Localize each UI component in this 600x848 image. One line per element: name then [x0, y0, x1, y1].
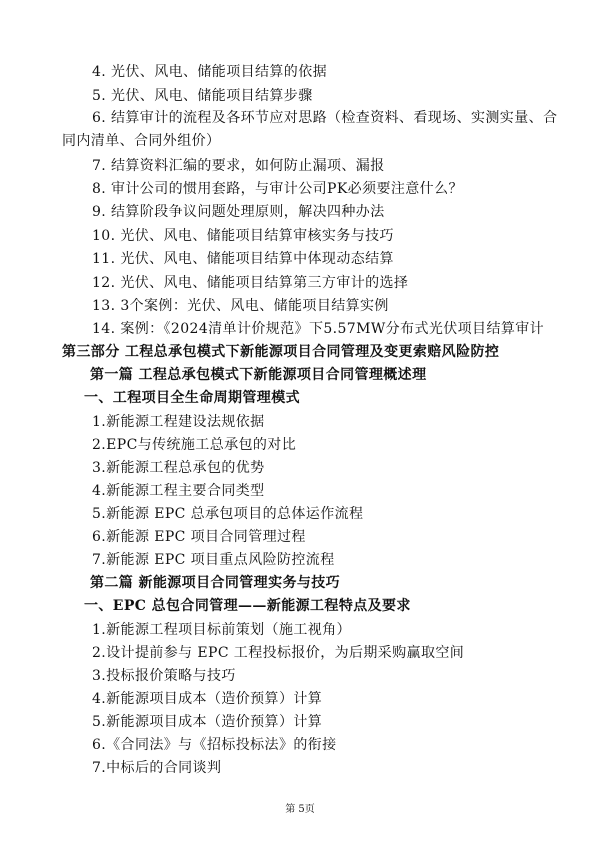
list-item: 4.新能源工程主要合同类型 [92, 483, 265, 499]
list-item: 5. 光伏、风电、储能项目结算步骤 [92, 88, 313, 104]
list-item: 9. 结算阶段争议问题处理原则，解决四种办法 [92, 204, 385, 220]
list-item: 1.新能源工程项目标前策划（施工视角） [92, 622, 351, 638]
list-item: 10. 光伏、风电、储能项目结算审核实务与技巧 [92, 228, 394, 244]
list-item: 1.新能源工程建设法规依据 [92, 414, 265, 430]
page-number: 第 5页 [285, 804, 315, 815]
list-item: 13. 3个案例：光伏、风电、储能项目结算实例 [92, 298, 389, 314]
list-item: 7.新能源 EPC 项目重点风险防控流程 [92, 552, 335, 568]
list-item: 4. 光伏、风电、储能项目结算的依据 [92, 64, 328, 80]
list-item: 4.新能源项目成本（造价预算）计算 [92, 691, 323, 707]
list-item: 2.设计提前参与 EPC 工程投标报价，为后期采购赢取空间 [92, 645, 465, 661]
list-item: 12. 光伏、风电、储能项目结算第三方审计的选择 [92, 275, 409, 291]
chapter-heading: 第二篇 新能源项目合同管理实务与技巧 [90, 575, 341, 591]
list-item: 6.《合同法》与《招标投标法》的衔接 [92, 737, 337, 753]
list-item: 5.新能源 EPC 总承包项目的总体运作流程 [92, 506, 364, 522]
list-item: 7.中标后的合同谈判 [92, 760, 222, 776]
list-item: 3.投标报价策略与技巧 [92, 668, 236, 684]
list-item: 11. 光伏、风电、储能项目结算中体现动态结算 [92, 251, 394, 267]
list-item: 6. 结算审计的流程及各环节应对思路（检查资料、看现场、实测实量、合同内清单、合同外组价） [62, 110, 558, 149]
list-item: 5.新能源项目成本（造价预算）计算 [92, 714, 323, 730]
chapter-heading: 第一篇 工程总承包模式下新能源项目合同管理概述理 [90, 367, 427, 383]
part-heading: 第三部分 工程总承包模式下新能源项目合同管理及变更索赔风险防控 [62, 344, 500, 360]
list-item: 6.新能源 EPC 项目合同管理过程 [92, 529, 306, 545]
list-item: 7. 结算资料汇编的要求，如何防止漏项、漏报 [92, 158, 385, 174]
section-heading: 一、工程项目全生命周期管理模式 [84, 390, 300, 406]
section-heading: 一、EPC 总包合同管理——新能源工程特点及要求 [84, 598, 411, 614]
list-item: 14. 案例：《2024清单计价规范》下5.57MW分布式光伏项目结算审计 [92, 321, 545, 337]
list-item: 3.新能源工程总承包的优势 [92, 460, 265, 476]
list-item: 8. 审计公司的惯用套路，与审计公司PK必须要注意什么？ [92, 181, 463, 197]
list-item: 2.EPC与传统施工总承包的对比 [92, 437, 297, 453]
